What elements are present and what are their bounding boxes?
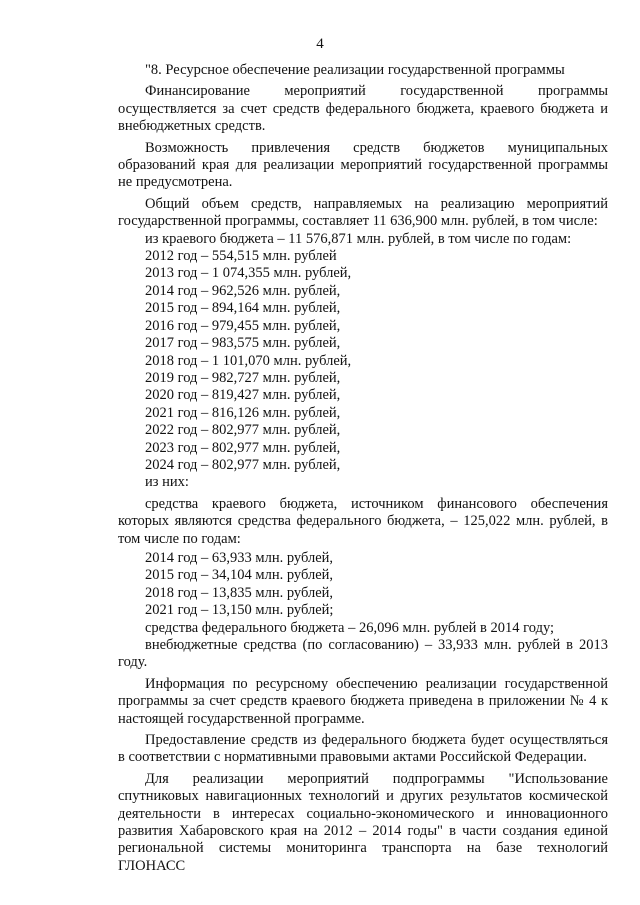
list-item: 2017 год – 983,575 млн. рублей, [145, 335, 341, 352]
list-item: 2023 год – 802,977 млн. рублей, [145, 439, 341, 456]
regional-budget-year-list [118, 248, 608, 474]
list-item: 2018 год – 13,835 млн. рублей, [145, 584, 334, 601]
paragraph-total-volume: Общий объем средств, направляемых на реализацию мероприятий государственной программы, составляет 11 636,900 млн. рублей, в том числе: [118, 195, 608, 230]
list-item: 2016 год – 979,455 млн. рублей, [145, 317, 341, 334]
list-item: 2020 год – 819,427 млн. рублей, [145, 387, 341, 404]
list-item: 2024 год – 802,977 млн. рублей, [145, 456, 341, 473]
list-item: 2015 год – 894,164 млн. рублей, [145, 300, 341, 317]
list-item: 2021 год – 816,126 млн. рублей, [145, 404, 341, 421]
list-item: 2014 год – 63,933 млн. рублей, [145, 549, 334, 566]
paragraph-federal-transfers: средства краевого бюджета, источником финансового обеспечения которых являются средства федерального бюджета, – 125,022 млн. рублей, в том числе по годам: [118, 495, 608, 547]
list-item: 2012 год – 554,515 млн. рублей [145, 248, 337, 265]
federal-transfer-year-list [118, 550, 608, 620]
paragraph-glonass-subprogram: Для реализации мероприятий подпрограммы "Использование спутниковых навигационных технологий и других результатов космической деятельности в интересах социально-экономического и инновационного развития Хабаровского края на 2012 – 2014 годы" в части создания единой региональной системы мониторинга транспорта на базе технологий ГЛОНАСС [118, 770, 608, 874]
list-item: 2022 год – 802,977 млн. рублей, [145, 422, 341, 439]
paragraph-federal-provision: Предоставление средств из федерального бюджета будет осуществляться в соответствии с нормативными правовыми актами Российской Федерации. [118, 732, 608, 766]
list-item: 2018 год – 1 101,070 млн. рублей, [145, 352, 352, 369]
list-item: 2021 год – 13,150 млн. рублей; [145, 602, 334, 619]
list-item: 2014 год – 962,526 млн. рублей, [145, 282, 341, 299]
list-item: 2019 год – 982,727 млн. рублей, [145, 369, 341, 386]
paragraph-financing: Финансирование мероприятий государственной программы осуществляется за счет средств федерального бюджета, краевого бюджета и внебюджетных средств. [118, 83, 608, 135]
list-item: 2015 год – 34,104 млн. рублей, [145, 567, 334, 584]
paragraph-regional-budget: из краевого бюджета – 11 576,871 млн. рублей, в том числе по годам: [145, 230, 572, 247]
document-body [118, 62, 608, 875]
paragraph-extrabudgetary: внебюджетные средства (по согласованию) – 33,933 млн. рублей в 2013 году. [118, 637, 608, 671]
section-title: "8. Ресурсное обеспечение реализации государственной программы [145, 62, 565, 78]
paragraph-federal-budget: средства федерального бюджета – 26,096 млн. рублей в 2014 году; [145, 619, 555, 636]
page-number: 4 [316, 36, 324, 52]
list-item: 2013 год – 1 074,355 млн. рублей, [145, 265, 352, 282]
label-from-them: из них: [145, 474, 189, 491]
paragraph-municipal: Возможность привлечения средств бюджетов муниципальных образований края для реализации мероприятий государственной программы не предусмотрена. [118, 139, 608, 191]
paragraph-appendix-reference: Информация по ресурсному обеспечению реализации государственной программы за счет средств краевого бюджета приведена в приложении № 4 к настоящей государственной программе. [118, 675, 608, 727]
